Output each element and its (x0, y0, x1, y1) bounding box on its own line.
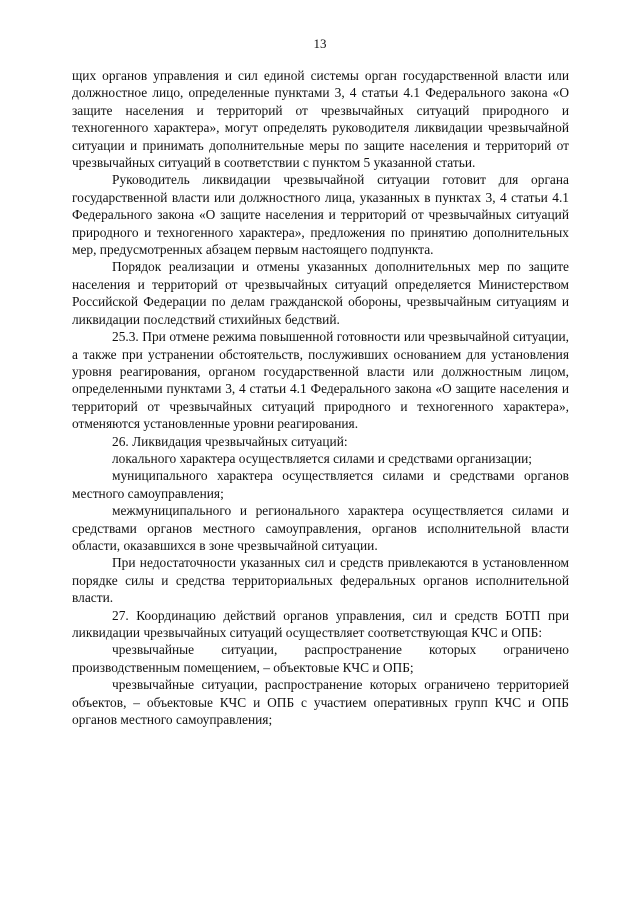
page-number: 13 (313, 36, 327, 51)
paragraph-continuation: щих органов управления и сил единой системы орган государственной власти или должностное лицо, определенные пунктами 3, 4 статьи 4.1 Федерального закона «О защите населения и территорий от чрезвычайных ситуаций природного и техногенного характера», могут определять руководителя ликвидации чрезвычайной ситуации и принимать дополнительные меры по защите населения и территорий от чрезвычайных ситуаций в соответствии с пунктом 5 указанной статьи. (72, 68, 569, 171)
paragraph-clause-25-3: 25.3. При отмене режима повышенной готовности или чрезвычайной ситуации, а также при устранении обстоятельств, послуживших основанием для установления уровня реагирования, органом государственной власти или должностным лицом, определенными пунктами 3, 4 статьи 4.1 Федерального закона «О защите населения и территорий от чрезвычайных ситуаций природного и техногенного характера», отменяются установленные уровни реагирования. (72, 329, 569, 432)
document-body (72, 67, 569, 728)
paragraph: чрезвычайные ситуации, распространение которых ограничено производственным помещением, – объектовые КЧС и ОПБ; (72, 642, 569, 675)
paragraph: чрезвычайные ситуации, распространение которых ограничено территорией объектов, – объектовые КЧС и ОПБ с участием оперативных групп КЧС и ОПБ органов местного самоуправления; (72, 677, 569, 728)
paragraph-clause-26: 26. Ликвидация чрезвычайных ситуаций: (112, 433, 348, 449)
paragraph: При недостаточности указанных сил и средств привлекаются в установленном порядке силы и средства территориальных федеральных органов исполнительной власти. (72, 555, 569, 606)
paragraph: муниципального характера осуществляется силами и средствами органов местного самоуправления; (72, 468, 569, 501)
paragraph: Порядок реализации и отмены указанных дополнительных мер по защите населения и территорий от чрезвычайных ситуаций определяется Министерством Российской Федерации по делам гражданской обороны, чрезвычайным ситуациям и ликвидации последствий стихийных бедствий. (72, 259, 569, 327)
paragraph: локального характера осуществляется силами и средствами организации; (112, 450, 533, 466)
paragraph-clause-27: 27. Координацию действий органов управления, сил и средств БОТП при ликвидации чрезвычайных ситуаций осуществляет соответствующая КЧС и ОПБ: (72, 607, 569, 640)
paragraph: Руководитель ликвидации чрезвычайной ситуации готовит для органа государственной власти или должностного лица, указанных в пунктах 3, 4 статьи 4.1 Федерального закона «О защите населения и территорий от чрезвычайных ситуаций природного и техногенного характера», предложения по принятию дополнительных мер, предусмотренных абзацем первым настоящего подпункта. (72, 172, 569, 258)
paragraph: межмуниципального и регионального характера осуществляется силами и средствами органов местного самоуправления, органов исполнительной власти области, оказавшихся в зоне чрезвычайной ситуации. (72, 503, 569, 553)
